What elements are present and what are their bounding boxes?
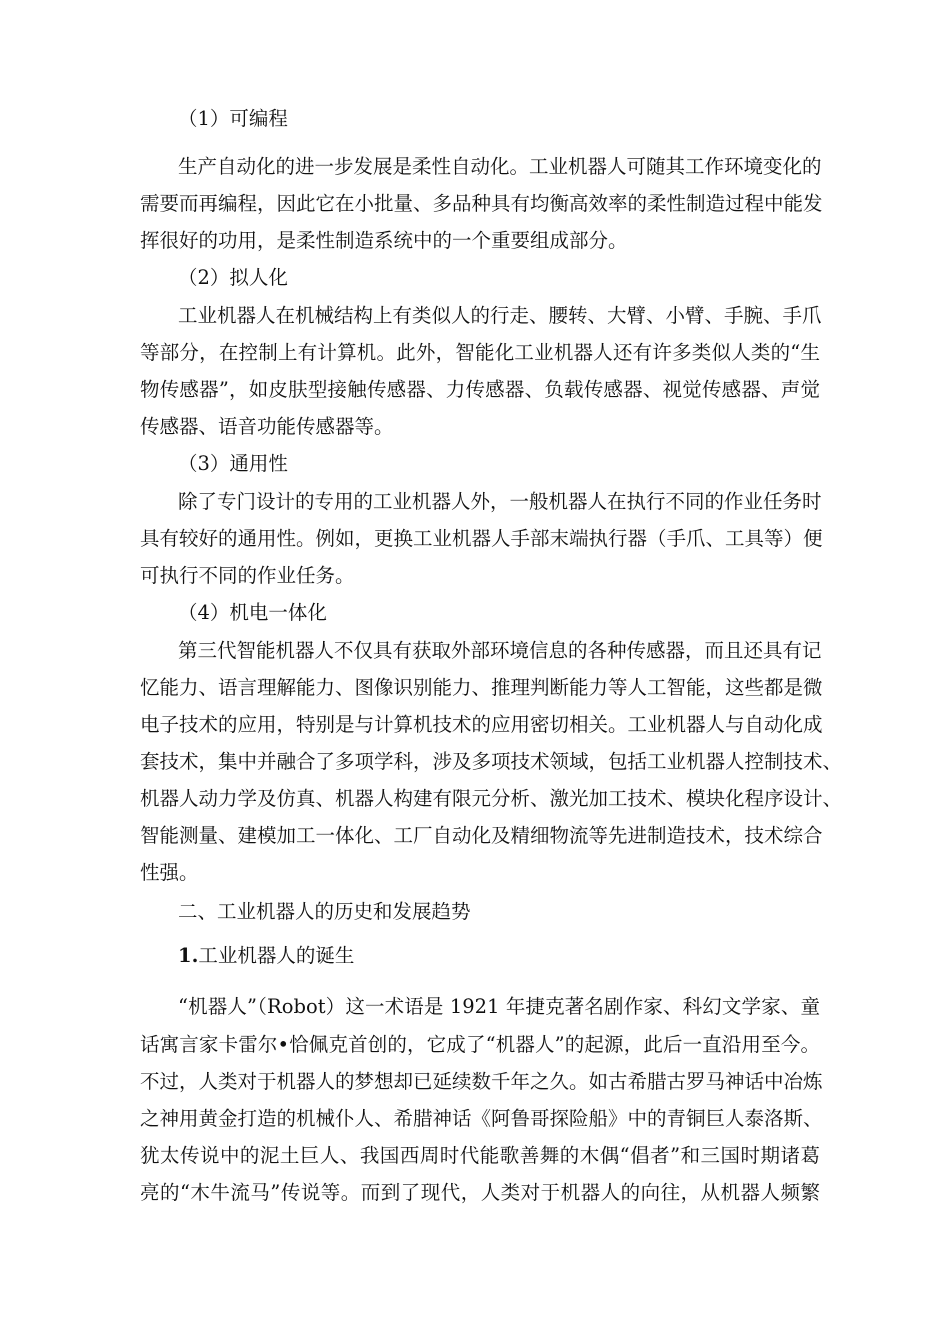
heading-versatility: （3）通用性 — [178, 452, 288, 475]
paragraph-line: 第三代智能机器人不仅具有获取外部环境信息的各种传感器，而且还具有记 — [178, 639, 822, 662]
paragraph-line: 可执行不同的作业任务。 — [140, 564, 355, 587]
paragraph-line: 机器人动力学及仿真、机器人构建有限元分析、激光加工技术、模块化程序设计、 — [140, 787, 843, 810]
paragraph-line: 物传感器”，如皮肤型接触传感器、力传感器、负载传感器、视觉传感器、声觉 — [140, 378, 820, 401]
paragraph-line: 之神用黄金打造的机械仆人、希腊神话《阿鲁哥探险船》中的青铜巨人泰洛斯、 — [140, 1107, 823, 1130]
paragraph-line: 具有较好的通用性。例如，更换工业机器人手部末端执行器（手爪、工具等）便 — [140, 527, 823, 550]
paragraph-line: 除了专门设计的专用的工业机器人外，一般机器人在执行不同的作业任务时 — [178, 490, 822, 513]
subsection-title — [178, 944, 858, 968]
paragraph-line: 传感器、语音功能传感器等。 — [140, 415, 394, 438]
paragraph-line: 智能测量、建模加工一体化、工厂自动化及精细物流等先进制造技术，技术综合 — [140, 824, 823, 847]
heading-mechatronics: （4）机电一体化 — [178, 601, 327, 624]
paragraph-line: 工业机器人在机械结构上有类似人的行走、腰转、大臂、小臂、手腕、手爪 — [178, 304, 822, 327]
paragraph-line: “机器人”（Robot）这一术语是 1921 年捷克著名剧作家、科幻文学家、童 — [178, 995, 820, 1018]
paragraph-line: 性强。 — [140, 861, 199, 884]
paragraph-line: 电子技术的应用，特别是与计算机技术的应用密切相关。工业机器人与自动化成 — [140, 713, 823, 736]
paragraph-line: 需要而再编程，因此它在小批量、多品种具有均衡高效率的柔性制造过程中能发 — [140, 192, 823, 215]
paragraph-line: 挥很好的功用，是柔性制造系统中的一个重要组成部分。 — [140, 229, 628, 252]
paragraph-line: 犹太传说中的泥土巨人、我国西周时代能歌善舞的木偶“倡者”和三国时期诸葛 — [140, 1144, 820, 1167]
paragraph-line: 等部分，在控制上有计算机。此外，智能化工业机器人还有许多类似人类的“生 — [140, 341, 820, 364]
paragraph-line: 套技术，集中并融合了多项学科，涉及多项技术领域，包括工业机器人控制技术、 — [140, 750, 843, 773]
paragraph-line: 生产自动化的进一步发展是柔性自动化。工业机器人可随其工作环境变化的 — [178, 155, 822, 178]
subsection-title-text: 工业机器人的诞生 — [198, 944, 355, 967]
paragraph-line: 亮的“木牛流马”传说等。而到了现代，人类对于机器人的向往，从机器人频繁 — [140, 1181, 820, 1204]
section-title: 二、工业机器人的历史和发展趋势 — [178, 900, 471, 923]
heading-programmable: （1）可编程 — [178, 107, 288, 130]
paragraph-line: 话寓言家卡雷尔•恰佩克首创的，它成了“机器人”的起源，此后一直沿用至今。 — [140, 1033, 820, 1056]
subsection-number: 1. — [178, 944, 199, 967]
paragraph-line: 不过，人类对于机器人的梦想却已延续数千年之久。如古希腊古罗马神话中冶炼 — [140, 1070, 823, 1093]
paragraph-line: 忆能力、语言理解能力、图像识别能力、推理判断能力等人工智能，这些都是微 — [140, 676, 823, 699]
heading-anthropomorphic: （2）拟人化 — [178, 266, 288, 289]
